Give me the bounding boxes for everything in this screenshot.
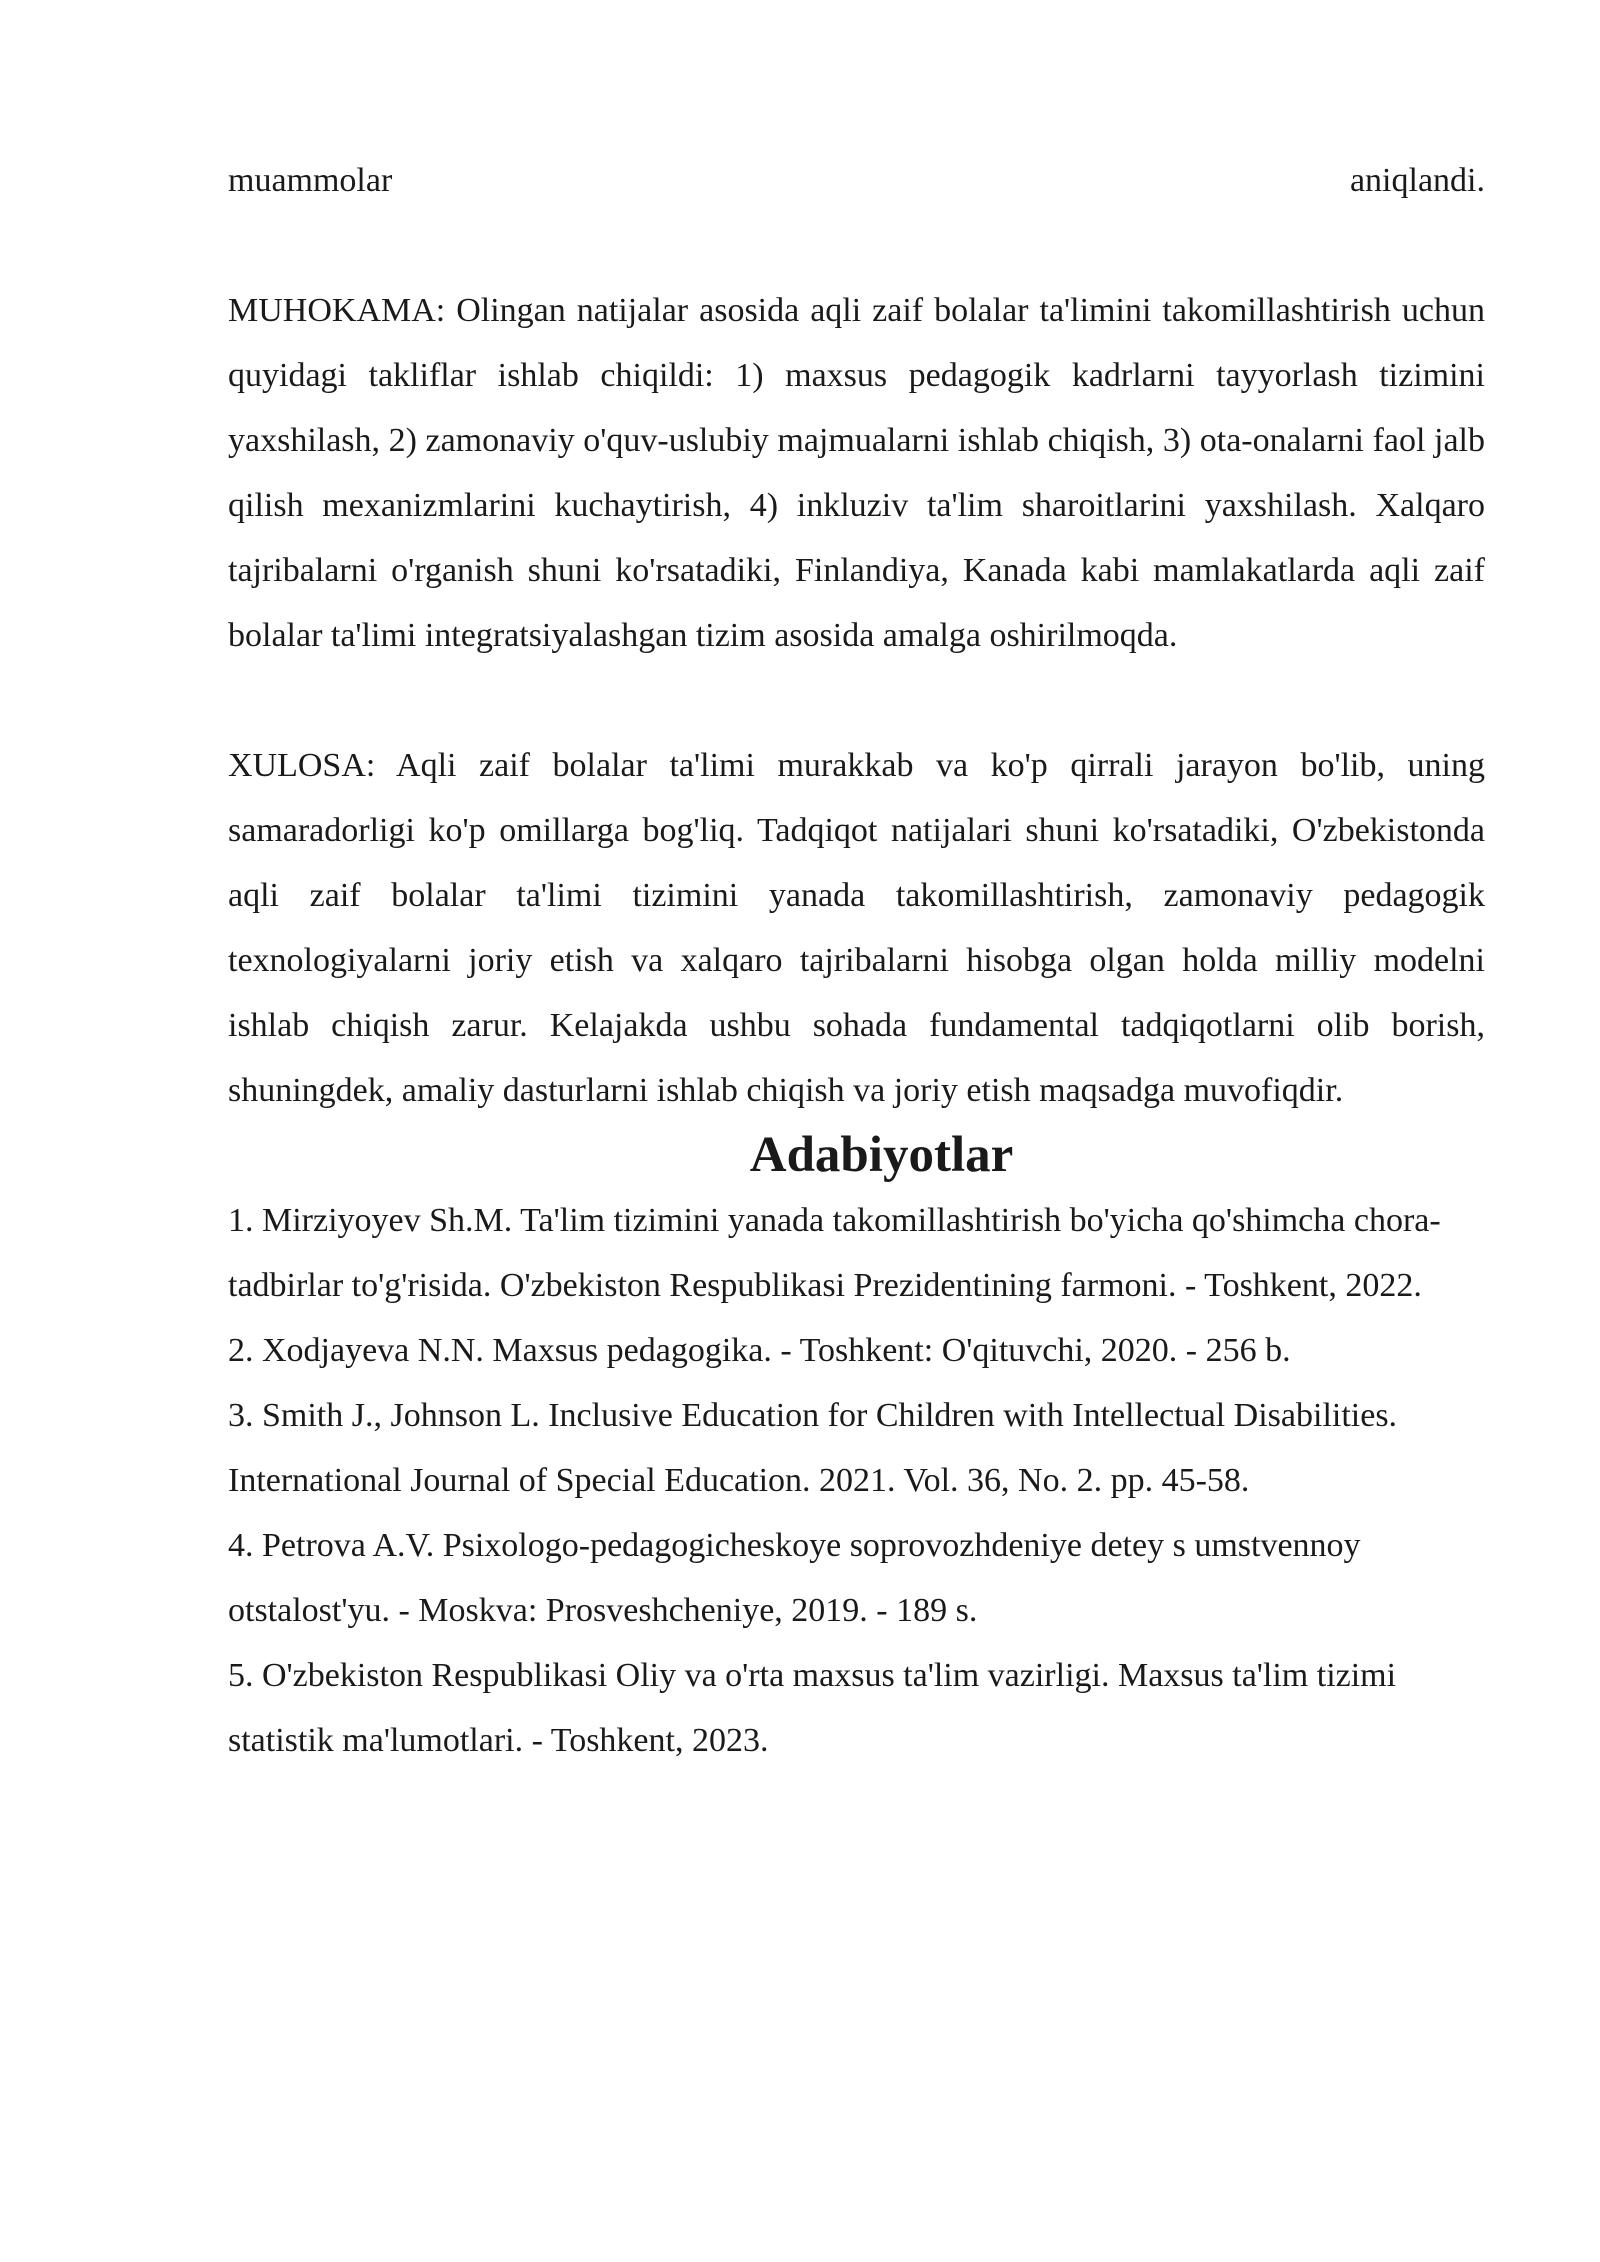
fragment-left-word: muammolar [228, 162, 393, 199]
conclusion-paragraph: XULOSA: Aqli zaif bolalar ta'limi murakkab va ko'p qirrali jarayon bo'lib, uning samaradorligi ko'p omillarga bog'liq. Tadqiqot natijalari shuni ko'rsatadiki, O'zbekistonda aqli zaif bolalar ta'limi tizimini yanada takomillashtirish, zamonaviy pedagogik texnologiyalarni joriy etish va xalqaro tajribalarni hisobga olgan holda milliy modelni ishlab chiqish zarur. Kelajakda ushbu sohada fundamental tadqiqotlarni olib borish, shuningdek, amaliy dasturlarni ishlab chiqish va joriy etish maqsadga muvofiqdir. [228, 747, 1485, 1109]
fragment-right-word: aniqlandi. [1349, 162, 1485, 199]
references-list [228, 1188, 1485, 1773]
spacer [228, 668, 1485, 733]
reference-item: 5. O'zbekiston Respublikasi Oliy va o'rta maxsus ta'lim vazirligi. Maxsus ta'lim tizimi statistik ma'lumotlari. - Toshkent, 2023. [228, 1657, 1397, 1759]
reference-item: 3. Smith J., Johnson L. Inclusive Education for Children with Intellectual Disabilities. International Journal of Special Education. 2021. Vol. 36, No. 2. pp. 45-58. [228, 1397, 1398, 1499]
reference-item: 4. Petrova A.V. Psixologo-pedagogicheskoye soprovozhdeniye detey s umstvennoy otstalost'yu. - Moskva: Prosveshcheniye, 2019. - 189 s. [228, 1527, 1361, 1629]
spacer [228, 213, 1485, 278]
reference-item: 1. Mirziyoyev Sh.M. Ta'lim tizimini yanada takomillashtirish bo'yicha qo'shimcha chora-tadbirlar to'g'risida. O'zbekiston Respublikasi Prezidentining farmoni. - Toshkent, 2022. [228, 1202, 1441, 1304]
paragraph-fragment [228, 148, 1485, 213]
discussion-paragraph: MUHOKAMA: Olingan natijalar asosida aqli zaif bolalar ta'limini takomillashtirish uchun quyidagi takliflar ishlab chiqildi: 1) maxsus pedagogik kadrlarni tayyorlash tizimini yaxshilash, 2) zamonaviy o'quv-uslubiy majmualarni ishlab chiqish, 3) ota-onalarni faol jalb qilish mexanizmlarini kuchaytirish, 4) inkluziv ta'lim sharoitlarini yaxshilash. Xalqaro tajribalarni o'rganish shuni ko'rsatadiki, Finlandiya, Kanada kabi mamlakatlarda aqli zaif bolalar ta'limi integratsiyalashgan tizim asosida amalga oshirilmoqda. [228, 292, 1485, 654]
document-page [228, 148, 1485, 1773]
references-heading: Adabiyotlar [749, 1127, 1014, 1183]
reference-item: 2. Xodjayeva N.N. Maxsus pedagogika. - Toshkent: O'qituvchi, 2020. - 256 b. [228, 1332, 1291, 1369]
